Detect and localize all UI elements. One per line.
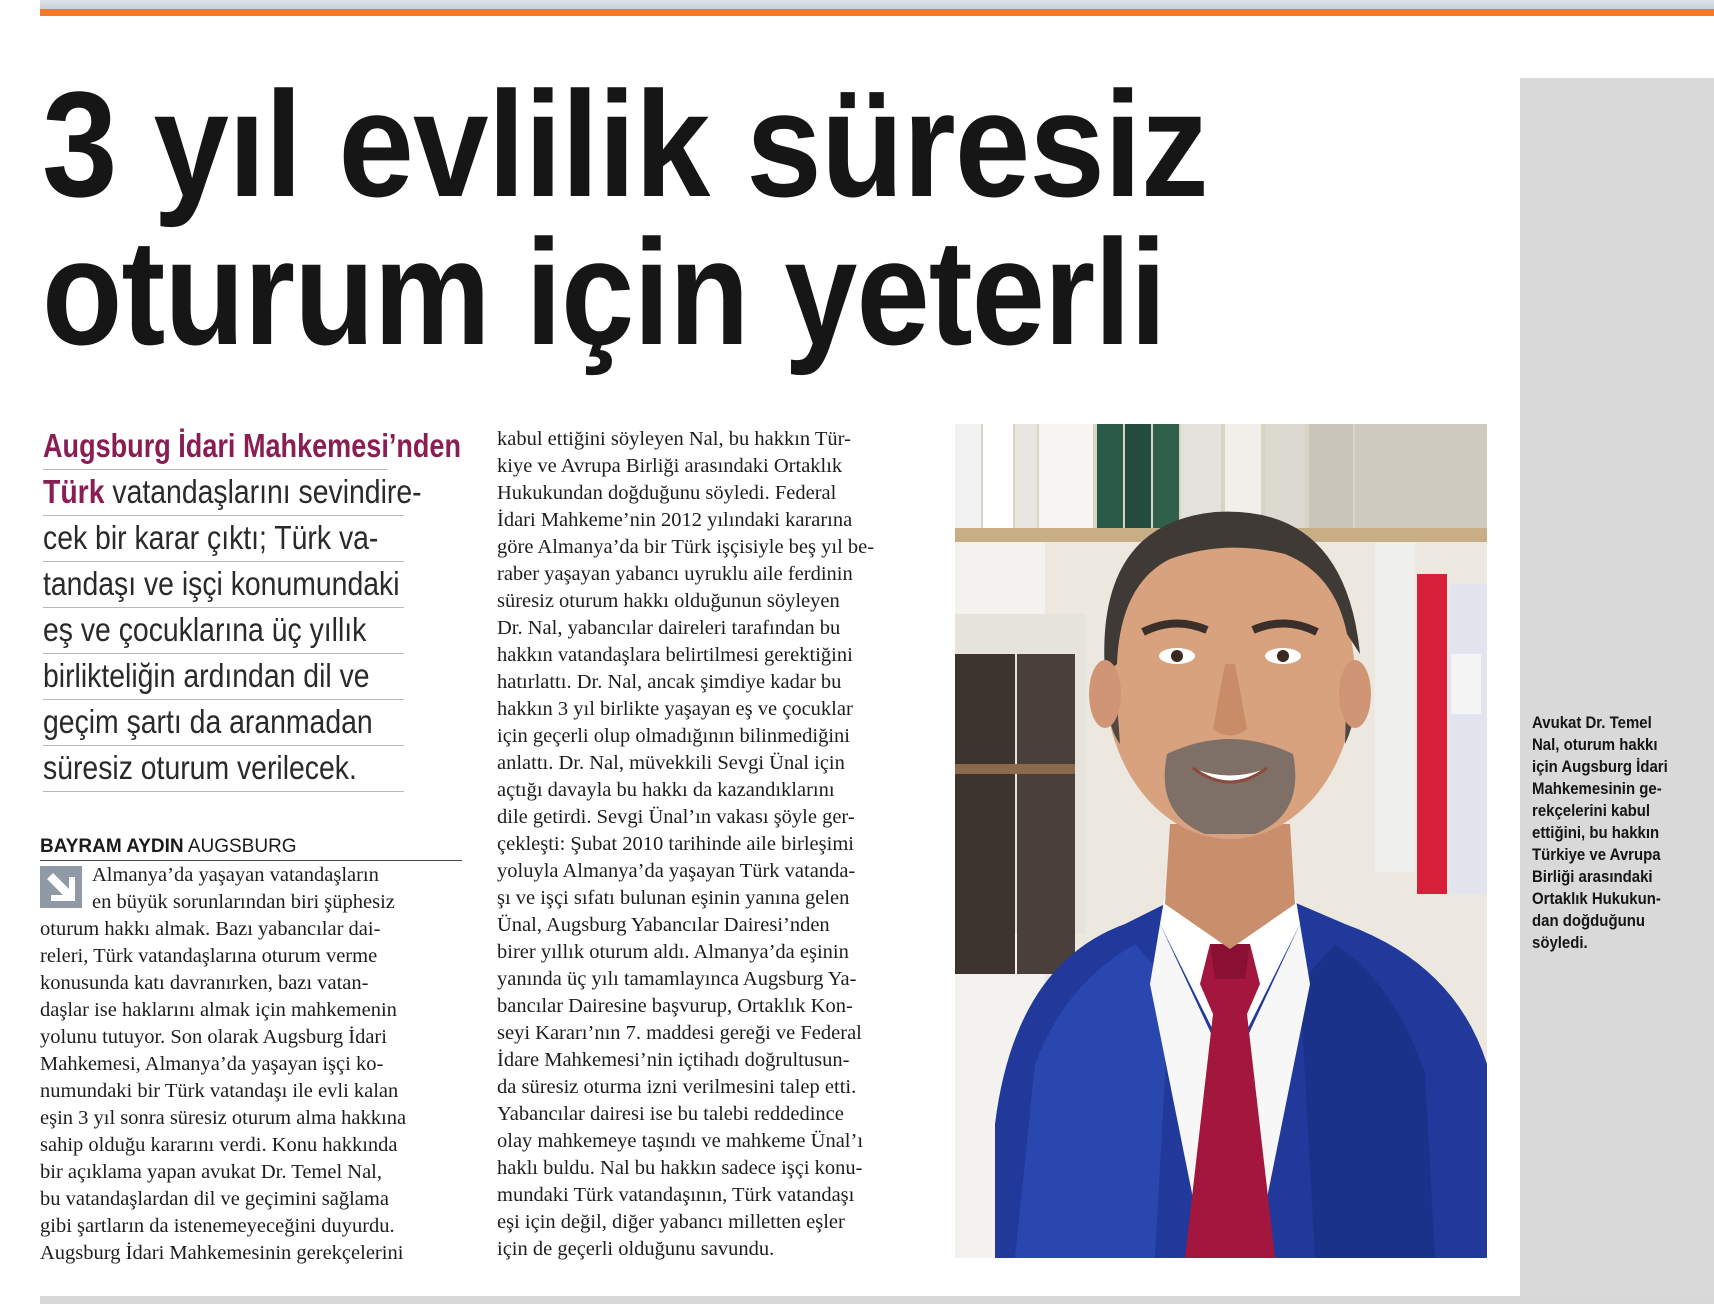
column-line: yoluyla Almanya’da yaşayan Türk vatanda- [497, 860, 856, 882]
lead-line-text: vatandaşlarını sevindire- [112, 473, 422, 510]
lead-accent-word: Türk [43, 473, 105, 510]
column-line: Hukukundan doğduğunu söyledi. Federal [497, 482, 837, 504]
column-line: süresiz oturum hakkı olduğunun söyleyen [497, 590, 840, 612]
lead-line: birlikteliğin ardından dil ve [43, 654, 404, 700]
column-line: hakkın vatandaşlara belirtilmesi gerektiğini [497, 644, 853, 666]
column-line: bir açıklama yapan avukat Dr. Temel Nal, [40, 1161, 383, 1183]
column-line: releri, Türk vatandaşlarına oturum verme [40, 945, 378, 967]
column-line: da süresiz oturma izni verilmesini talep etti. [497, 1076, 857, 1098]
column-line: daşlar ise haklarını almak için mahkemenin [40, 999, 397, 1021]
caption-line: ettiğini, bu hakkın [1532, 823, 1660, 842]
caption-line: için Augsburg İdari [1532, 757, 1668, 776]
caption-line: Türkiye ve Avrupa [1532, 845, 1661, 864]
caption-line: Nal, oturum hakkı [1532, 735, 1658, 754]
column-line: İdari Mahkeme’nin 2012 yılındaki kararına [497, 509, 853, 531]
lead-line: eş ve çocuklarına üç yıllık [43, 608, 404, 654]
column-line: Dr. Nal, yabancılar daireleri tarafından bu [497, 617, 841, 639]
column-line: konusunda katı davranırken, bazı vatan- [40, 972, 369, 994]
column-line: hakkın 3 yıl birlikte yaşayan eş ve çocuklar [497, 698, 853, 720]
column-line: olay mahkemeye taşındı ve mahkeme Ünal’ı [497, 1130, 864, 1152]
lead-line: cek bir karar çıktı; Türk va- [43, 516, 404, 562]
top-stripe [40, 0, 1714, 9]
column-line: numundaki bir Türk vatandaşı ile evli kalan [40, 1080, 399, 1102]
column-line: hatırlattı. Dr. Nal, ancak şimdiye kadar bu [497, 671, 842, 693]
column-line: dile getirdi. Sevgi Ünal’ın vakası şöyle ger- [497, 806, 855, 828]
column-line: bancılar Dairesine başvurup, Ortaklık Kon- [497, 995, 853, 1017]
headline-line-1: 3 yıl evlilik süresiz [42, 60, 1208, 228]
sidebar-panel [1520, 78, 1714, 1296]
lawyer-portrait-photo [955, 424, 1487, 1258]
column-line: haklı buldu. Nal bu hakkın sadece işçi konu- [497, 1157, 863, 1179]
column-line: açtığı davayla bu hakkı da kazandıklarını [497, 779, 835, 801]
column-line: Almanya’da yaşayan vatandaşların [92, 864, 379, 886]
lead-paragraph [43, 424, 463, 792]
column-line: şı ve işçi sıfatı bulunan eşinin yanına gelen [497, 887, 850, 909]
lead-line: geçim şartı da aranmadan [43, 700, 404, 746]
column-line: sahip olduğu kararını verdi. Konu hakkında [40, 1134, 398, 1156]
caption-line: Birliği arasındaki [1532, 867, 1653, 886]
column-line: Ünal, Augsburg Yabancılar Dairesi’nden [497, 914, 830, 936]
byline-author: BAYRAM AYDIN [40, 836, 184, 857]
column-line: eşin 3 yıl sonra süresiz oturum alma hakkına [40, 1107, 407, 1129]
column-line: çekleşti: Şubat 2010 tarihinde aile birleşimi [497, 833, 854, 855]
caption-line: Ortaklık Hukukun- [1532, 889, 1661, 908]
headline [42, 60, 1502, 376]
column-line: için de geçerli olduğunu savundu. [497, 1238, 775, 1260]
lead-line [43, 470, 422, 516]
byline [40, 836, 462, 861]
column-line: kabul ettiğini söyleyen Nal, bu hakkın Tür- [497, 428, 851, 450]
byline-location: AUGSBURG [187, 836, 297, 857]
column-line: yanında üç yılı tamamlayınca Augsburg Ya- [497, 968, 857, 990]
column-line: Mahkemesi, Almanya’da yaşayan işçi ko- [40, 1053, 384, 1075]
column-line: için geçerli olup olmadığının bilinmediğini [497, 725, 850, 747]
column-line: raber yaşayan yabancı uyruklu aile ferdinin [497, 563, 853, 585]
column-line: mundaki Türk vatandaşının, Türk vatandaşı [497, 1184, 855, 1206]
column-line: İdare Mahkemesi’nin içtihadı doğrultusun- [497, 1049, 850, 1071]
column-line: en büyük sorunlarından biri şüphesiz [92, 891, 395, 913]
column-line: oturum hakkı almak. Bazı yabancılar dai- [40, 918, 381, 940]
caption-line: dan doğduğunu [1532, 911, 1645, 930]
column-line: birer yıllık oturum aldı. Almanya’da eşinin [497, 941, 849, 963]
article-column-1 [40, 862, 464, 1267]
caption-line: Mahkemesinin ge- [1532, 779, 1662, 798]
lead-line: süresiz oturum verilecek. [43, 746, 404, 792]
headline-line-2: oturum için yeterli [42, 208, 1166, 376]
column-line: anlattı. Dr. Nal, müvekkili Sevgi Ünal için [497, 752, 845, 774]
caption-line: rekçelerini kabul [1532, 801, 1651, 820]
column-line: Augsburg İdari Mahkemesinin gerekçelerini [40, 1242, 404, 1264]
bottom-stripe [40, 1296, 1714, 1304]
column-line: Yabancılar dairesi ise bu talebi reddedince [497, 1103, 844, 1125]
column-line: eşi için değil, diğer yabancı milletten eşler [497, 1211, 845, 1233]
column-line: seyi Kararı’nın 7. maddesi gereği ve Federal [497, 1022, 862, 1044]
top-accent-stripe [40, 9, 1714, 16]
caption-line: Avukat Dr. Temel [1532, 713, 1652, 732]
column-line: gibi şartların da istenemeyeceğini duyurdu. [40, 1215, 395, 1237]
column-line: göre Almanya’da bir Türk işçisiyle beş yıl be- [497, 536, 875, 558]
article-column-2 [497, 426, 925, 1263]
lead-line: Augsburg İdari Mahkemesi’nden [43, 424, 387, 470]
column-line: yolunu tutuyor. Son olarak Augsburg İdari [40, 1026, 387, 1048]
lead-line: tandaşı ve işçi konumundaki [43, 562, 404, 608]
column-line: bu vatandaşlardan dil ve geçimini sağlama [40, 1188, 389, 1210]
caption-line: söyledi. [1532, 933, 1588, 952]
photo-caption [1532, 712, 1710, 954]
column-line: kiye ve Avrupa Birliği arasındaki Ortaklık [497, 455, 843, 477]
